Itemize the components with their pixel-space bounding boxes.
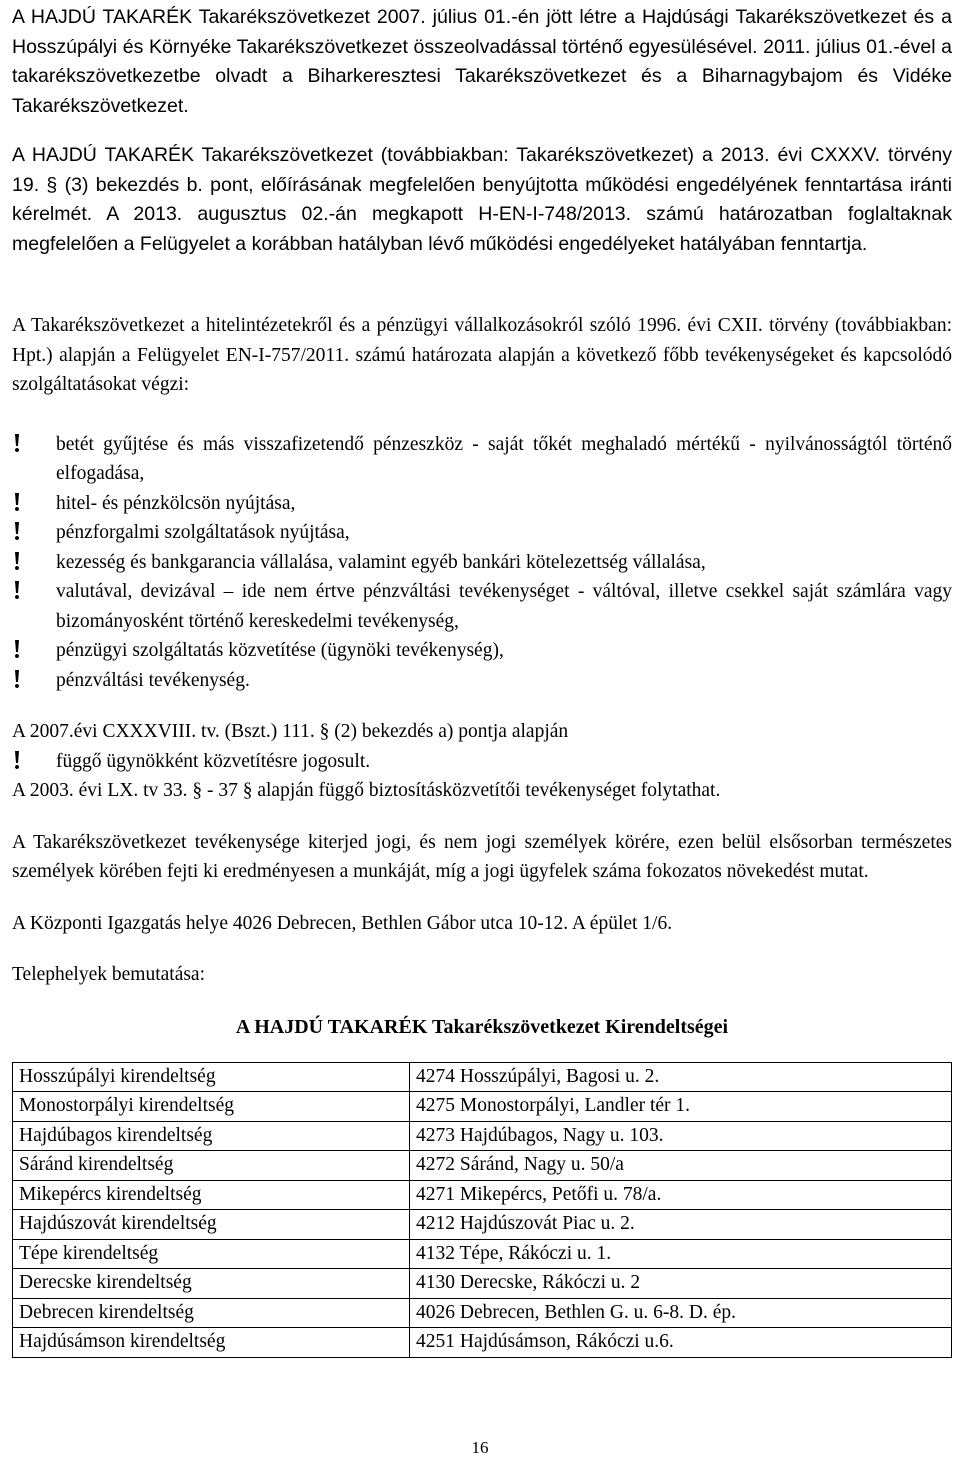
- branch-address: 4251 Hajdúsámson, Rákóczi u.6.: [410, 1328, 952, 1358]
- branch-name: Sáránd kirendeltség: [13, 1151, 410, 1181]
- list-item: [12, 747, 952, 777]
- branch-name: Hosszúpályi kirendeltség: [13, 1062, 410, 1092]
- table-row: [13, 1062, 952, 1092]
- list-item-text: pénzváltási tevékenység.: [56, 669, 250, 691]
- branches-title: A HAJDÚ TAKARÉK Takarékszövetkezet Kirendeltségei: [235, 1015, 729, 1038]
- list-item-text: hitel- és pénzkölcsön nyújtása,: [56, 492, 296, 514]
- bullet-icon: [0, 489, 56, 519]
- list-item-text: betét gyűjtése és más visszafizetendő pénzeszköz - saját tőkét meghaladó mértékű - nyilvánosságtól történő elfogadása,: [56, 433, 952, 484]
- branch-address: 4271 Mikepércs, Petőfi u. 78/a.: [410, 1180, 952, 1210]
- branch-name: Hajdúsámson kirendeltség: [13, 1328, 410, 1358]
- branch-address: 4273 Hajdúbagos, Nagy u. 103.: [410, 1121, 952, 1151]
- bullet-icon: [0, 430, 56, 489]
- document-page: [12, 0, 952, 1358]
- list-item-text: valutával, devizával – ide nem értve pénzváltási tevékenységet - váltóval, illetve csekkel saját számlára vagy bizományosként történő kereskedelmi tevékenység,: [56, 581, 952, 632]
- bullet-icon: [0, 666, 56, 696]
- lx-line: A 2003. évi LX. tv 33. § - 37 § alapján függő biztosításközvetítői tevékenységet folytathat.: [12, 780, 721, 801]
- list-item: [12, 548, 952, 578]
- branch-name: Derecske kirendeltség: [13, 1269, 410, 1299]
- list-item: [12, 636, 952, 666]
- table-row: [13, 1151, 952, 1181]
- activities-intro: A Takarékszövetkezet a hitelintézetekről és a pénzügyi vállalkozásokról szóló 1996. évi CXII. törvény (továbbiakban: Hpt.) alapján a Felügyelet EN-I-757/2011. számú határozata alapján a következő főbb tevékenységeket és kapcsolódó szolgáltatásokat végzi:: [12, 315, 952, 395]
- branch-name: Debrecen kirendeltség: [13, 1298, 410, 1328]
- bszt-line: A 2007.évi CXXXVIII. tv. (Bszt.) 111. § (2) bekezdés a) pontja alapján: [12, 721, 569, 742]
- table-row: [13, 1210, 952, 1240]
- branches-table: [12, 1062, 952, 1358]
- bullet-icon: [0, 747, 56, 777]
- sites-label: Telephelyek bemutatása:: [12, 964, 206, 985]
- bullet-icon: [0, 577, 56, 636]
- branch-address: 4272 Sáránd, Nagy u. 50/a: [410, 1151, 952, 1181]
- table-row: [13, 1121, 952, 1151]
- list-item-text: pénzügyi szolgáltatás közvetítése (ügynöki tevékenység),: [56, 640, 504, 661]
- list-item: [12, 577, 952, 636]
- branch-address: 4130 Derecske, Rákóczi u. 2: [410, 1269, 952, 1299]
- table-row: [13, 1239, 952, 1269]
- list-item-text: függő ügynökként közvetítésre jogosult.: [56, 750, 371, 772]
- branch-name: Hajdúbagos kirendeltség: [13, 1121, 410, 1151]
- bullet-icon: [0, 518, 56, 548]
- branch-name: Mikepércs kirendeltség: [13, 1180, 410, 1210]
- table-row: [13, 1092, 952, 1122]
- branch-address: 4026 Debrecen, Bethlen G. u. 6-8. D. ép.: [410, 1298, 952, 1328]
- table-row: [13, 1298, 952, 1328]
- branch-address: 4275 Monostorpályi, Landler tér 1.: [410, 1092, 952, 1122]
- list-item: [12, 666, 952, 696]
- branch-name: Tépe kirendeltség: [13, 1239, 410, 1269]
- activities-list: [12, 430, 952, 696]
- list-item-text: kezesség és bankgarancia vállalása, valamint egyéb bankári kötelezettség vállalása,: [56, 551, 706, 573]
- branch-name: Monostorpályi kirendeltség: [13, 1092, 410, 1122]
- branch-address: 4132 Tépe, Rákóczi u. 1.: [410, 1239, 952, 1269]
- intro-paragraph-1: A HAJDÚ TAKARÉK Takarékszövetkezet 2007. július 01.-én jött létre a Hajdúsági Takarékszövetkezet és a Hosszúpályi és Környéke Takarékszövetkezet összeolvadással történő egyesülésével. 2011. július 01.-ével a takarékszövetkezetbe olvadt a Biharkeresztesi Takarékszövetkezet és a Biharnagybajom és Vidéke Takarékszövetkezet.: [12, 6, 952, 117]
- page-number: 16: [471, 1438, 489, 1457]
- hq-line: A Központi Igazgatás helye 4026 Debrecen, Bethlen Gábor utca 10-12. A épület 1/6.: [12, 912, 673, 934]
- list-item: [12, 518, 952, 548]
- scope-paragraph: A Takarékszövetkezet tevékenysége kiterjed jogi, és nem jogi személyek körére, ezen belül elsősorban természetes személyek körében fejti ki eredményesen a munkáját, míg a jogi ügyfelek száma fokozatos növekedést mutat.: [12, 831, 952, 882]
- table-row: [13, 1328, 952, 1358]
- intro-paragraph-2: A HAJDÚ TAKARÉK Takarékszövetkezet (továbbiakban: Takarékszövetkezet) a 2013. évi CXXXV. törvény 19. § (3) bekezdés b. pont, előírásának megfelelően benyújtotta működési engedélyének fenntartása iránti kérelmét. A 2013. augusztus 02.-án megkapott H-EN-I-748/2013. számú határozatban foglaltaknak megfelelően a Felügyelet a korábban hatályban lévő működési engedélyeket hatályában fenntartja.: [12, 144, 952, 255]
- branch-name: Hajdúszovát kirendeltség: [13, 1210, 410, 1240]
- bullet-icon: [0, 548, 56, 578]
- branch-address: 4212 Hajdúszovát Piac u. 2.: [410, 1210, 952, 1240]
- branch-address: 4274 Hosszúpályi, Bagosi u. 2.: [410, 1062, 952, 1092]
- bullet-icon: [0, 636, 56, 666]
- table-row: [13, 1269, 952, 1299]
- list-item: [12, 430, 952, 489]
- list-item-text: pénzforgalmi szolgáltatások nyújtása,: [56, 522, 350, 543]
- table-row: [13, 1180, 952, 1210]
- list-item: [12, 489, 952, 519]
